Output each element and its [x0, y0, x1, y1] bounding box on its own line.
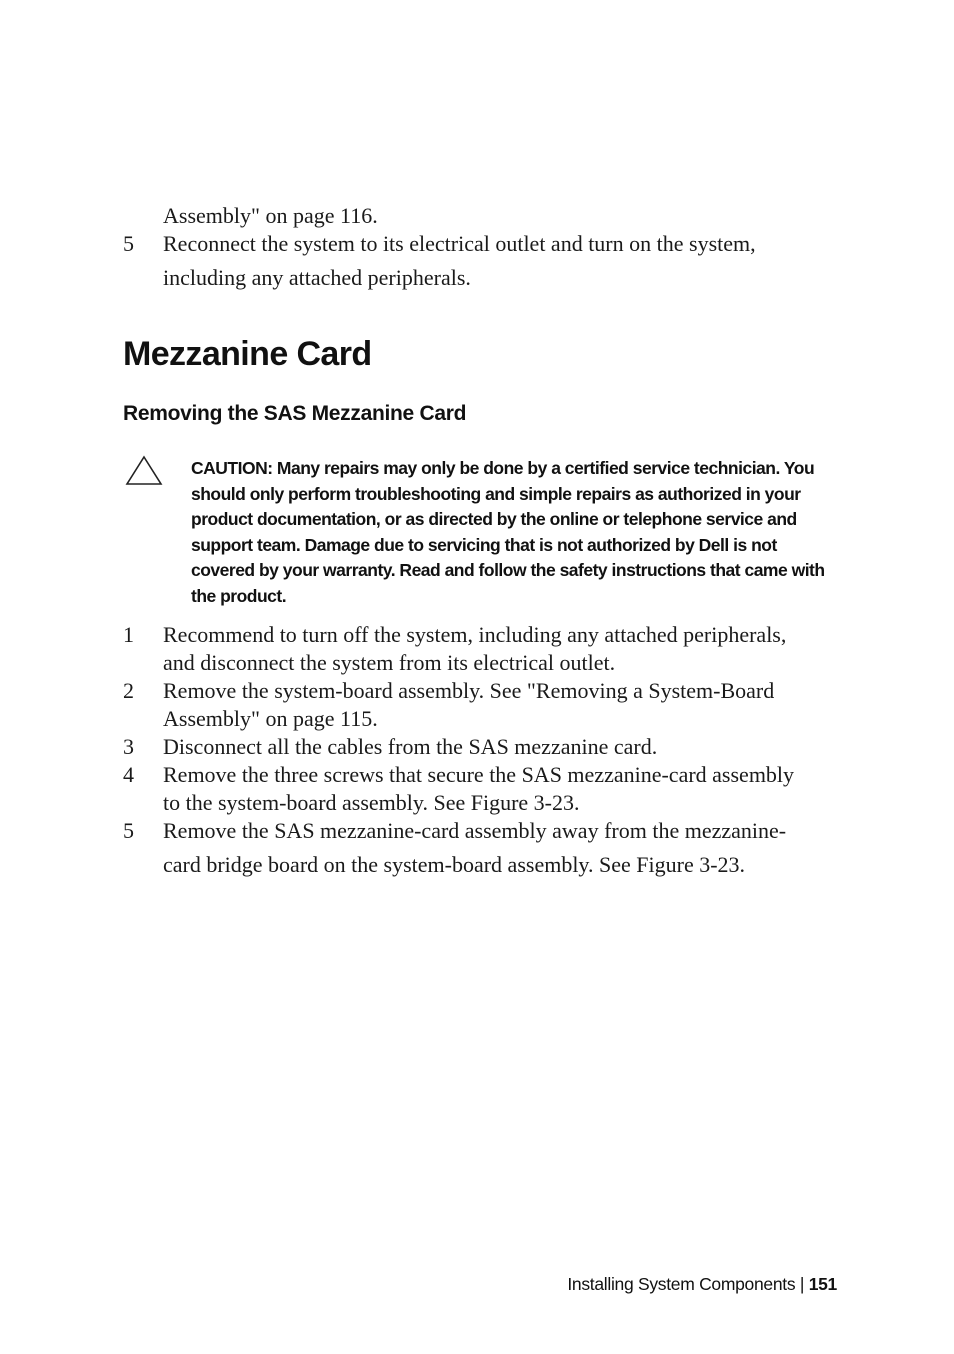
continuation-text: Assembly" on page 116. [163, 203, 378, 228]
step-text-line: Reconnect the system to its electrical outlet and turn on the system, [163, 231, 756, 256]
step-text-line: to the system-board assembly. See Figure 3-23. [163, 790, 580, 815]
step-number: 5 [123, 231, 134, 256]
caution-line: product documentation, or as directed by the online or telephone service and [191, 509, 797, 530]
step-number: 1 [123, 622, 134, 647]
step-number: 3 [123, 734, 134, 759]
caution-triangle-icon [125, 455, 163, 487]
step-text-line: Disconnect all the cables from the SAS mezzanine card. [163, 734, 658, 759]
step-text-line: Assembly" on page 115. [163, 706, 378, 731]
page-footer [567, 1270, 837, 1298]
step-number: 4 [123, 762, 134, 787]
caution-line: CAUTION: Many repairs may only be done by a certified service technician. You [191, 458, 815, 478]
step-text-line: Remove the SAS mezzanine-card assembly away from the mezzanine- [163, 818, 787, 843]
caution-line: the product. [191, 585, 287, 606]
step-number: 5 [123, 818, 134, 843]
step-number: 2 [123, 678, 134, 703]
step-text-line: card bridge board on the system-board assembly. See Figure 3-23. [163, 852, 746, 877]
step-text-line: and disconnect the system from its electrical outlet. [163, 650, 616, 675]
step-text-line: including any attached peripherals. [163, 265, 471, 290]
page-number: 151 [808, 1274, 837, 1294]
step-text-line: Remove the system-board assembly. See "Removing a System-Board [163, 678, 775, 703]
footer-section-title: Installing System Components [567, 1274, 796, 1294]
caution-line: covered by your warranty. Read and follow the safety instructions that came with [191, 560, 825, 581]
step-text-line: Remove the three screws that secure the SAS mezzanine-card assembly [163, 762, 795, 787]
caution-notice [191, 456, 867, 610]
caution-line: should only perform troubleshooting and simple repairs as authorized in your [191, 483, 801, 504]
section-title: Mezzanine Card [123, 335, 372, 373]
footer-separator: | [799, 1274, 805, 1294]
step-text-line: Recommend to turn off the system, including any attached peripherals, [163, 622, 787, 647]
subsection-title: Removing the SAS Mezzanine Card [123, 402, 467, 425]
caution-line: support team. Damage due to servicing that is not authorized by Dell is not [191, 534, 777, 555]
